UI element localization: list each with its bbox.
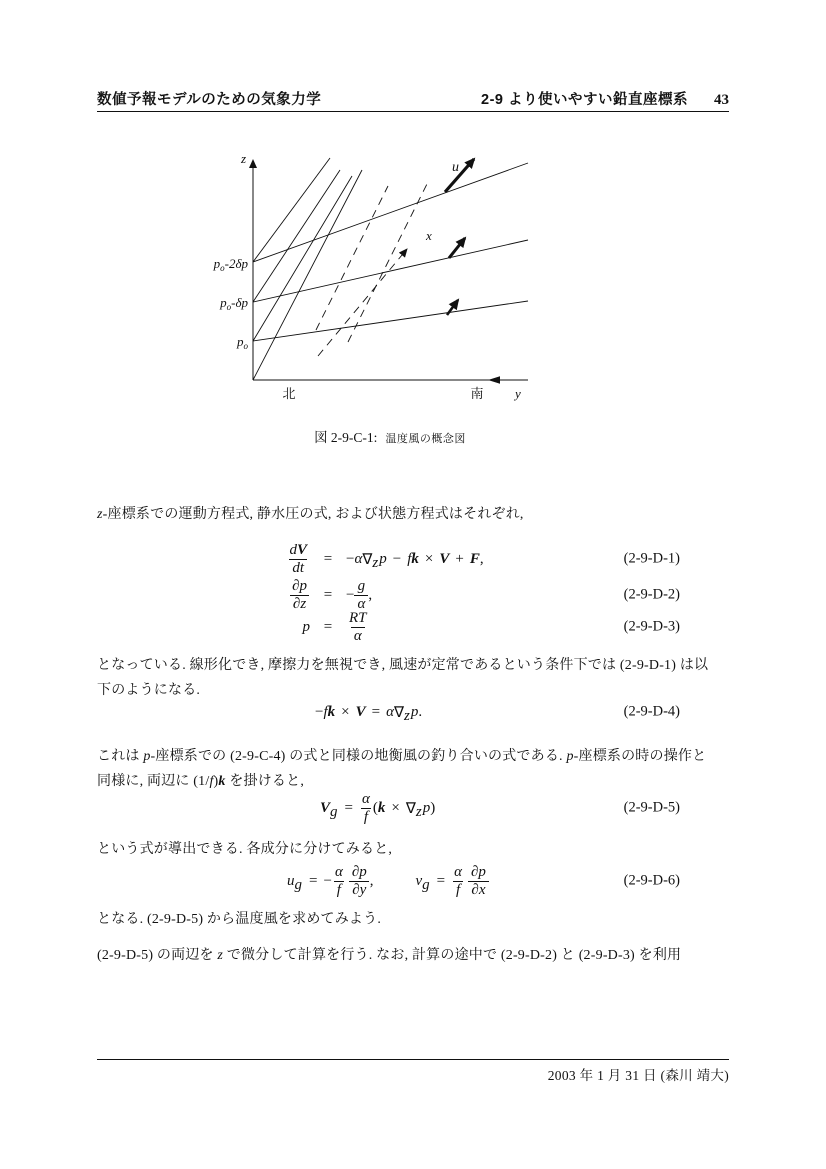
equation-2-9-D-4 [97, 700, 729, 724]
eq1-p: p [379, 550, 387, 567]
south-label: 南 [470, 386, 484, 401]
eq5-p: p [422, 799, 431, 816]
footer-date-author: 2003 年 1 月 31 日 (森川 靖大) [547, 1068, 729, 1083]
inline-var-z-2: z [217, 948, 224, 963]
paragraph-3-text-2: -座標系での (2-9-C-4) の式と同様の地衡風の釣り合いの式である. [150, 749, 567, 764]
surface-edge-p0-dp [253, 170, 340, 302]
wind-speed-label: u [452, 160, 459, 175]
pressure-label-p0-dp: $p_o-\delta p$ [220, 295, 248, 312]
eq1-d: d [289, 541, 297, 558]
eq6-comma: , [369, 872, 374, 889]
eq2-equals: = [323, 586, 333, 603]
eq4-k: k [327, 703, 336, 720]
eq1-F: F [469, 550, 480, 567]
eq4-number: (2-9-D-4) [623, 703, 680, 720]
paragraph-1-text: -座標系での運動方程式, 静水圧の式, および状態方程式はそれぞれ, [102, 507, 524, 522]
paragraph-3-text-5: ) [213, 774, 219, 789]
eq1-minus: − [346, 550, 355, 567]
eq4-nabla: ∇ [393, 704, 405, 721]
header-book-title: 数値予報モデルのための気象力学 [97, 92, 322, 108]
paragraph-2-line-2: 下のようになる. [97, 683, 201, 698]
eq2-number: (2-9-D-2) [623, 586, 680, 603]
isobar-p0-dp [253, 240, 528, 302]
inline-vector-k: k [218, 774, 226, 789]
eq5-number: (2-9-D-5) [623, 799, 680, 816]
paragraph-6 [97, 943, 733, 968]
figure-caption [97, 426, 683, 447]
north-label: 北 [282, 386, 296, 401]
eq6-number: (2-9-D-6) [623, 872, 680, 889]
paragraph-1 [97, 502, 733, 527]
eq5-equals: = [344, 799, 353, 816]
eq1-f: f [407, 550, 412, 567]
eq1-dt: dt [289, 559, 307, 577]
eq5-nabla: ∇ [405, 800, 416, 817]
paragraph-3-text: これは [97, 749, 144, 764]
eq6-f2: f [453, 881, 463, 899]
eq6-equals1: = [309, 872, 318, 889]
paragraph-3-text-3: -座標系の時の操作と [573, 749, 707, 764]
figure-thermal-wind-diagram [205, 145, 545, 407]
eq6-dy: ∂y [349, 881, 369, 899]
eq1-comma: , [479, 550, 484, 567]
eq1-plus: + [455, 550, 464, 567]
eq1-times: × [424, 550, 434, 567]
eq4-minus: − [315, 703, 324, 720]
eq5-sub-g: g [330, 803, 338, 820]
paragraph-3 [97, 744, 733, 794]
eq6-dx: ∂x [468, 881, 488, 899]
eq2-comma: , [368, 586, 373, 603]
eq4-V: V [355, 703, 366, 720]
y-axis-arrowhead [488, 376, 500, 384]
paragraph-4 [97, 837, 733, 862]
eq6-v: v [415, 872, 423, 889]
surface-edge-p0 [253, 176, 352, 341]
z-axis-label: z [240, 151, 246, 166]
footer-rule [97, 1059, 729, 1060]
paragraph-6-text-2: で微分して計算を行う. なお, 計算の途中で (2-9-D-2) と (2-9-D-3) を利用 [223, 948, 682, 963]
paragraph-2-line-1: となっている. 線形化でき, 摩擦力を無視でき, 風速が定常であるという条件下では (2-9-D-1) は以 [97, 658, 709, 673]
inline-var-p: p [143, 749, 151, 764]
equation-2-9-D-3 [97, 608, 729, 646]
eq5-k: k [377, 799, 386, 816]
eq6-u: u [287, 872, 295, 889]
eq6-sub-g2: g [422, 876, 430, 893]
eq6-dp1: ∂p [351, 863, 367, 880]
eq4-sub-z: z [404, 707, 410, 724]
equation-2-9-D-6 [97, 862, 729, 900]
eq2-dp: ∂p [292, 577, 307, 594]
eq6-alpha1: α [334, 863, 343, 880]
isobar-p0-2dp [253, 163, 528, 262]
eq1-number: (2-9-D-1) [623, 550, 680, 567]
eq6-minus: − [323, 872, 332, 889]
eq5-sub-z: z [415, 803, 422, 820]
eq4-f: f [323, 703, 328, 720]
eq3-RT: RT [349, 609, 367, 626]
eq1-V: V [296, 541, 307, 558]
eq6-equals2: = [436, 872, 446, 889]
inline-var-f: f [209, 774, 214, 789]
figure-caption-text: 温度風の概念図 [385, 433, 466, 445]
header-page-number: 43 [714, 92, 729, 108]
page-header [97, 88, 729, 109]
header-rule [97, 111, 729, 112]
eq5-f: f [361, 808, 371, 826]
pressure-label-p0: $p_o$ [237, 334, 248, 351]
eq4-equals: = [371, 703, 381, 720]
wind-vector-low [447, 300, 458, 315]
wind-vector-high [445, 159, 474, 192]
eq1-alpha: α [354, 550, 363, 567]
paragraph-6-text: (2-9-D-5) の両辺を [97, 948, 218, 963]
x-axis [318, 249, 407, 356]
surface-edge-origin [253, 170, 362, 380]
isobar-p0 [253, 301, 528, 341]
hidden-edge-2 [348, 182, 428, 342]
eq4-period: . [418, 703, 423, 720]
eq3-p: p [302, 618, 310, 635]
eq2-g: g [357, 577, 366, 594]
inline-var-p-2: p [566, 749, 574, 764]
eq5-paren-close: ) [430, 799, 436, 816]
y-axis-label: y [515, 386, 521, 401]
hidden-edge-1 [316, 186, 388, 330]
paragraph-4-text: という式が導出できる. 各成分に分けてみると, [97, 842, 393, 857]
paragraph-3-text-6: を掛けると, [225, 774, 305, 789]
eq2-minus: − [346, 586, 355, 603]
eq2-dz: ∂z [290, 595, 309, 613]
eq5-alpha: α [361, 790, 370, 807]
eq1-V2: V [439, 550, 450, 567]
eq1-minus2: − [392, 550, 402, 567]
eq1-sub-z: z [372, 554, 379, 571]
eq5-V: V [320, 799, 331, 816]
pressure-label-p0-2dp: $p_o-2\delta p$ [213, 256, 248, 273]
eq6-dp2: ∂p [471, 863, 486, 880]
equation-2-9-D-5 [97, 789, 729, 827]
eq4-times: × [341, 703, 350, 720]
surface-edge-p0-2dp [253, 158, 330, 262]
equation-2-9-D-1 [97, 537, 729, 581]
paragraph-5 [97, 907, 733, 932]
figure-caption-label: 図 2-9-C-1: [314, 430, 378, 445]
eq3-alpha: α [351, 627, 365, 645]
eq6-f1: f [334, 881, 344, 899]
eq1-k: k [411, 550, 419, 567]
paragraph-3-text-4: 同様に, 両辺に (1/ [97, 774, 210, 789]
paragraph-5-text: となる. (2-9-D-5) から温度風を求めてみよう. [97, 912, 382, 927]
eq4-alpha: α [386, 703, 394, 720]
header-section-title: 2-9 より使いやすい鉛直座標系 [481, 92, 688, 108]
x-axis-label: x [426, 228, 432, 243]
eq2-alpha: α [354, 595, 368, 613]
eq6-alpha2: α [454, 863, 462, 880]
eq1-nabla: ∇ [362, 551, 373, 568]
eq5-times: × [391, 799, 400, 816]
inline-var-z: z [97, 507, 103, 522]
eq6-sub-g1: g [294, 876, 302, 893]
eq4-p: p [410, 703, 419, 720]
paragraph-2 [97, 653, 733, 703]
eq3-number: (2-9-D-3) [623, 618, 680, 635]
eq5-paren-open: ( [372, 799, 378, 816]
eq1-equals: = [323, 550, 333, 567]
eq3-equals: = [323, 618, 333, 635]
